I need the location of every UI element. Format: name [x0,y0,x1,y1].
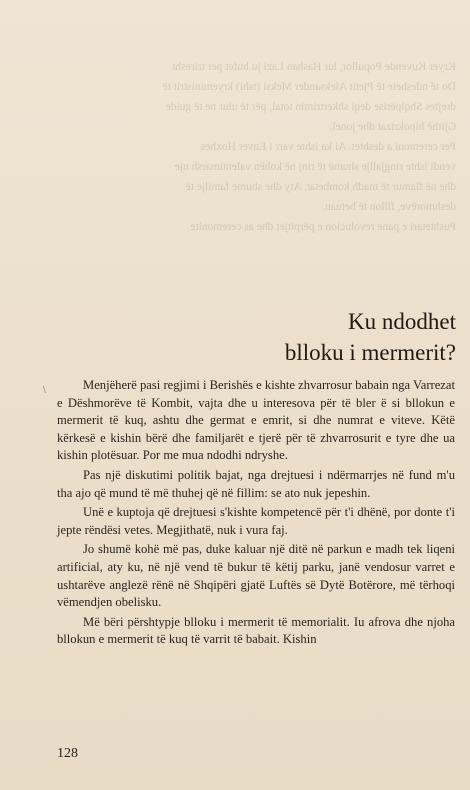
paragraph: Menjëherë pasi regjimi i Berishës e kishte zhvarrosur babain nga Varrezat e Dëshmorëve të Kombit, vajta dhe u interesova për të bler ë si bllokun e mermerit të kuq, ashtu dhe germat e emrit, si dhe numrat e viteve. Këtë kërkesë e kishin bërë dhe familjarët e tjerë për të zhvarrosurit e tyre dhe ua kishin plotësuar. Por me mua ndodhi ndryshe. [57,378,455,463]
margin-mark: \ [43,385,46,396]
bleed-line: Gjithë hipokrizat dhe jonel. [329,121,456,133]
bleed-line: Do të ndeshete të Pjetit Aleksander Meksi (tshi) kryeministrit të [162,81,456,93]
page-number: 128 [57,746,78,761]
heading-line-2: blloku i mermerit? [284,340,456,365]
bleed-line: Pushtetari e pane revolucion e përpitjet dhe as ceremonite [190,221,456,233]
bleed-line: dhe në flamur të madh kombetar. Aty dhe shume familje të [185,181,456,193]
bleed-line: Kryer Kuvende Popullor, lur Hashan Lazi ju hufet per triresht [172,61,456,73]
bleed-through-text [56,58,456,308]
bleed-line: Per ceremoni a deshtet. Ai ka ishte varr i Enver Hoxhes [200,141,456,153]
body-text [57,377,455,651]
bleed-line: vendi ishte ringjallje shumë të rinj në kohën valentimarsh nje [174,161,456,173]
bleed-line: deshmorëve, fillon të betuan. [322,201,456,213]
paragraph: Unë e kuptoja që drejtuesi s'kishte kompetencë për t'i dhënë, por donte t'i jepte rëndësi vetes. Megjithatë, nuk i vura faj. [57,505,455,537]
heading-line-1: Ku ndodhet [348,309,456,334]
bleed-line: drejtes Shqipërise deqi shkertrimin total, për të ulur ne të guide [165,101,456,113]
paragraph: Jo shumë kohë më pas, duke kaluar një ditë në parkun e madh tek liqeni artificial, aty ku, në një vend të bukur të këtij parku, janë vendosur varret e ushtarëve anglezë rënë në Shqipëri gjatë Luftës së Dytë Botërore, më tërhoqi vëmendjen obelisku. [57,542,455,610]
paragraph: Më bëri përshtypje blloku i mermerit të memorialit. Iu afrova dhe njoha bllokun e mermerit të kuq të varrit të babait. Kishin [57,614,455,647]
paragraph: Pas një diskutimi politik bajat, nga drejtuesi i ndërmarrjes në fund m'u tha ajo që mund të më thuhej që në fillim: se ato nuk jepeshin. [57,467,455,500]
chapter-heading [196,306,456,368]
